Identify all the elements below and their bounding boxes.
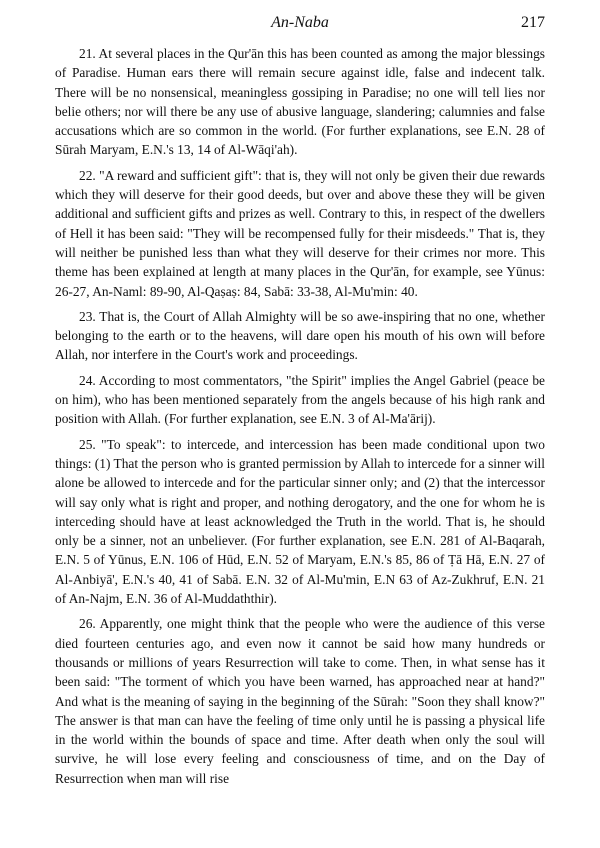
body-text (55, 44, 545, 794)
note-paragraph-21: 21. At several places in the Qur'ān this has been counted as among the major blessings of Paradise. Human ears there will remain secure against idle, false and indecent talk. There will be no nonsensical, meaningless gossiping in Paradise; no one will tell lies nor belie others; nor will there be any use of abusive language, slandering; calumnies and false accusations which are so common in the world. (For further explanations, see E.N. 28 of Sūrah Maryam, E.N.'s 13, 14 of Al-Wāqi'ah). (55, 46, 545, 158)
note-paragraph-26: 26. Apparently, one might think that the people who were the audience of this verse died fourteen centuries ago, and even now it cannot be said how many hundreds or thousands or millions of years Resurrection will take to come. Then, in what sense has it been said: "The torment of which you have been warned, has approached near at hand?" And what is the meaning of saying in the beginning of the Sūrah: "Soon they shall know?" The answer is that man can have the feeling of time only until he is passing a physical life in the world within the bounds of space and time. After death when only the soul will survive, he will lose every feeling and consciousness of time, and on the Day of Resurrection when man will rise (55, 616, 545, 786)
page-header (55, 14, 545, 36)
page-number: 217 (521, 14, 545, 31)
note-paragraph-25: 25. "To speak": to intercede, and intercession has been made conditional upon two things: (1) That the person who is granted permission by Allah to intercede for a sinner will alone be allowed to intercede and for the particular sinner only; and (2) that the intercessor will say only what is right and proper, and nothing derogatory, and the one for whom he is interceding should have at least acknowledged the Truth in the world. That is, he should only be a sinner, not an unbeliever. (For further explanation, see E.N. 281 of Al-Baqarah, E.N. 5 of Yūnus, E.N. 106 of Hūd, E.N. 52 of Maryam, E.N.'s 85, 86 of Ṭā Hā, E.N. 27 of Al-Anbiyā', E.N.'s 40, 41 of Sabā. E.N. 32 of Al-Mu'min, E.N 63 of Az-Zukhruf, E.N. 21 of An-Najm, E.N. 36 of Al-Muddaththir). (55, 436, 545, 607)
running-title: An-Naba (271, 14, 329, 31)
note-paragraph-23: 23. That is, the Court of Allah Almighty will be so awe-inspiring that no one, whether belonging to the earth or to the heavens, will dare open his mouth of his own will before Allah, nor interfere in the Court's work and proceedings. (55, 308, 545, 363)
note-paragraph-22: 22. "A reward and sufficient gift": that is, they will not only be given their due rewards which they will deserve for their good deeds, but over and above these they will be given additional and sufficient gifts and prizes as well. Contrary to this, in respect of the dwellers of Hell it has been said: "They will be recompensed fully for their misdeeds." That is, they will neither be punished less than what they will deserve for their crimes nor more. This theme has been explained at length at many places in the Qur'ān, for example, see Yūnus: 26-27, An-Naml: 89-90, Al-Qaṣaṣ: 84, Sabā: 33-38, Al-Mu'min: 40. (55, 167, 545, 299)
note-paragraph-24: 24. According to most commentators, "the Spirit" implies the Angel Gabriel (peace be on him), who has been mentioned separately from the angels because of his high rank and position with Allah. (For further explanation, see E.N. 3 of Al-Ma'ārij). (55, 372, 545, 427)
